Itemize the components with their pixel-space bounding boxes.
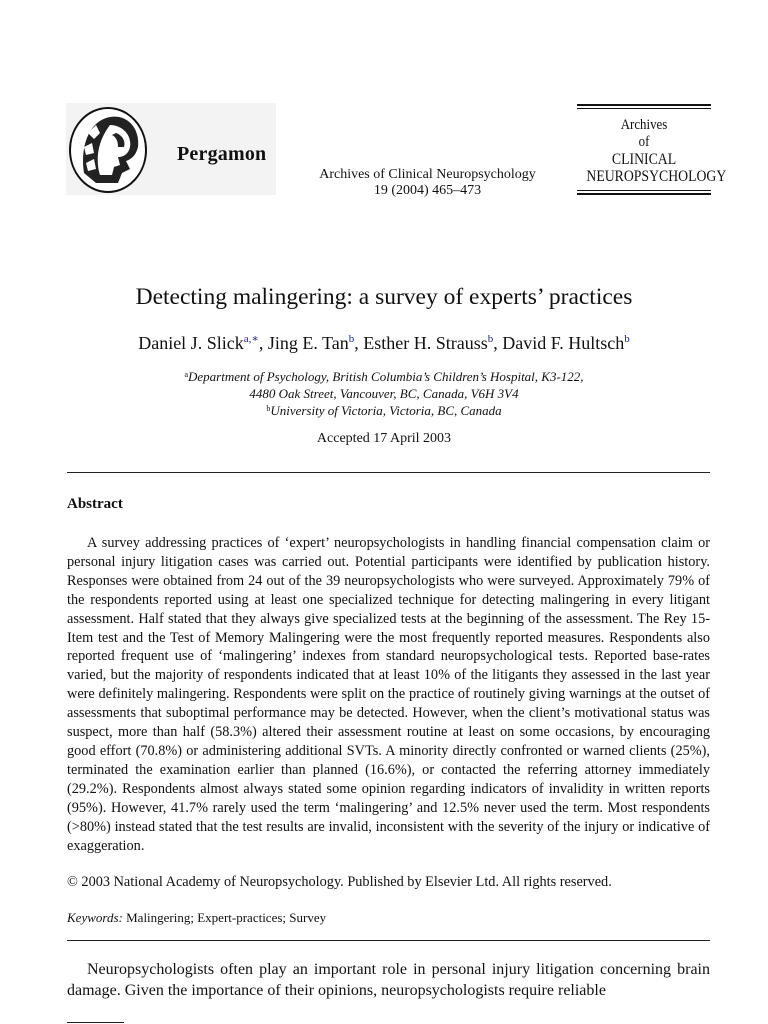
keywords-value: Malingering; Expert-practices; Survey	[126, 910, 327, 925]
author-affiliation-marker[interactable]: a,∗	[243, 333, 259, 345]
journal-logo-line-3: CLINICAL	[611, 151, 677, 168]
author-separator: ,	[354, 333, 364, 353]
author-affiliation-marker[interactable]: b	[487, 333, 494, 345]
journal-name: Archives of Clinical Neuropsychology	[319, 167, 536, 182]
author-name: Esther H. Strauss	[363, 333, 488, 353]
author-separator: ,	[258, 333, 268, 353]
footnote-divider	[67, 1022, 124, 1023]
author-name: David F. Hultsch	[502, 333, 625, 353]
affiliation-text: Department of Psychology, British Columbia’s Children’s Hospital, K3-122,	[188, 369, 584, 384]
affiliation-a-line-2: 4480 Oak Street, Vancouver, BC, Canada, V6H 3V4	[249, 386, 519, 401]
accepted-date: Accepted 17 April 2003	[316, 431, 452, 446]
author-list	[0, 332, 768, 354]
affiliation-b	[0, 403, 768, 419]
affiliation-a-line-1	[0, 369, 768, 385]
journal-logo-line-4: NEUROPSYCHOLOGY	[586, 168, 727, 185]
pergamon-helmet-logo	[66, 103, 150, 195]
divider-bottom	[67, 940, 710, 941]
journal-logo-line-2: of	[638, 134, 650, 150]
author-affiliation-marker[interactable]: b	[348, 333, 355, 345]
publisher-name: Pergamon	[177, 143, 267, 165]
author-name: Daniel J. Slick	[138, 333, 244, 353]
abstract-text: A survey addressing practices of ‘expert’ neuropsychologists in handling financial compensation claim or personal injury litigation cases was carried out. Potential participants were identified by publication history. Responses were obtained from 24 out of the 39 neuropsychologists who were surveyed. Approximately 79% of the respondents reported using at least one specialized technique for detecting malingering in every litigant assessment. Half stated that they always give specialized tests at the beginning of the assessment. The Rey 15-Item test and the Test of Memory Malingering were the most frequently reported measures. Respondents also reported frequent use of ‘malingering’ indexes from standard neuropsychological tests. Reported base-rates varied, but the majority of respondents indicated that at least 10% of the litigants they assessed in the last year were definitely malingering. Respondents were split on the practice of routinely giving warnings at the outset of assessments that suboptimal performance may be detected. However, when the client’s motivational status was suspect, more than half (58.3%) altered their assessment routine at least on some occasions, by encouraging good effort (70.8%) or administering additional SVTs. A minority directly confronted or warned clients (25%), terminated the examination earlier than planned (16.6%), or contacted the referring attorney immediately (29.2%). Respondents almost always stated some opinion regarding indicators of invalidity in written reports (95%). However, 41.7% rarely used the term ‘malingering’ and 12.5% never used the term. Most respondents (>80%) instead stated that the test results are invalid, inconsistent with the severity of the injury or indicative of exaggeration.	[67, 535, 710, 854]
journal-logo	[577, 104, 727, 196]
article-title: Detecting malingering: a survey of experts’ practices	[135, 284, 633, 310]
abstract-heading: Abstract	[67, 496, 123, 512]
keywords	[67, 910, 326, 926]
affiliation-marker: b	[266, 404, 271, 413]
volume-info: 19 (2004) 465–473	[373, 183, 482, 198]
copyright-notice: © 2003 National Academy of Neuropsychology. Published by Elsevier Ltd. All rights reserved.	[67, 874, 612, 890]
divider-top	[67, 472, 710, 473]
affiliation-text: University of Victoria, Victoria, BC, Canada	[270, 403, 502, 418]
keywords-label: Keywords:	[67, 910, 123, 925]
author-name: Jing E. Tan	[267, 333, 349, 353]
author-separator: ,	[493, 333, 503, 353]
affiliation-marker: a	[184, 370, 188, 379]
author-affiliation-marker[interactable]: b	[624, 333, 630, 345]
body-paragraph: Neuropsychologists often play an important role in personal injury litigation concerning brain damage. Given the importance of their opinions, neuropsychologists require reliable	[67, 961, 710, 999]
journal-logo-line-1: Archives	[620, 117, 668, 133]
